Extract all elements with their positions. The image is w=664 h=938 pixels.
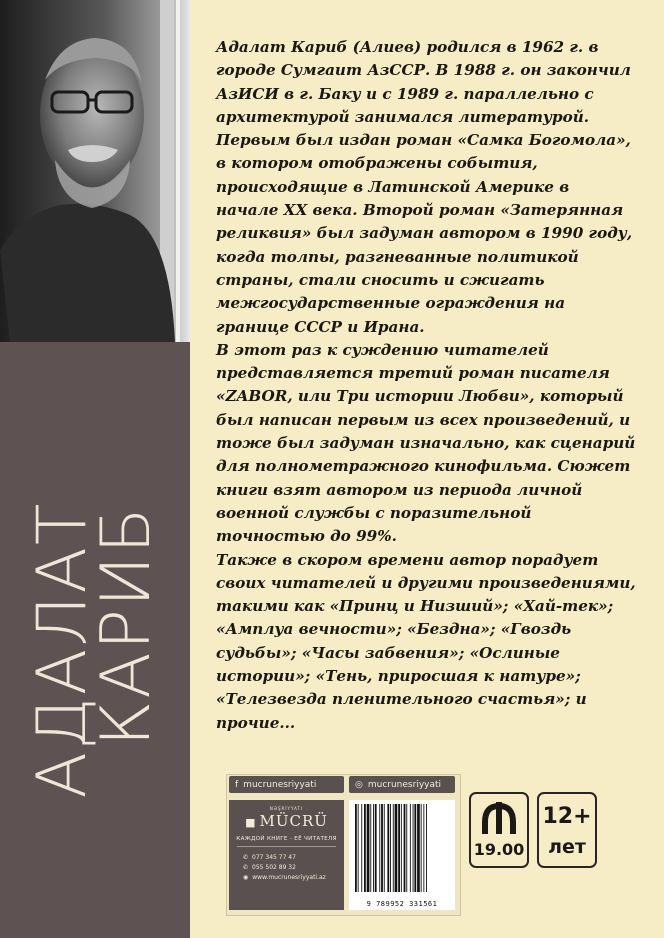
barcode-bar: [361, 804, 362, 892]
publisher-divider: [237, 846, 336, 847]
age-rating-value: 12+: [542, 804, 592, 829]
phone-1: [243, 854, 296, 861]
author-photo: [0, 0, 190, 342]
barcode-bar: [414, 804, 416, 892]
website-text: www.mucrunesriyyati.az: [252, 874, 326, 881]
barcode-bar: [410, 804, 411, 892]
barcode-bar: [423, 804, 424, 892]
author-bio: [216, 36, 636, 735]
facebook-chip[interactable]: [229, 776, 344, 793]
author-name-vertical: [23, 501, 166, 799]
publisher-logo: [229, 812, 344, 830]
barcode-bar: [373, 804, 374, 892]
barcode-bar: [401, 804, 402, 892]
barcode-bar: [398, 804, 400, 892]
bio-paragraph: Адалат Кариб (Алиев) родился в 1962 г. в городе Сумгаит АзССР. В 1988 г. он закончил АзИСИ в г. Баку и с 1989 г. параллельно с архитектурой занимался литературой. Первым был издан роман «Самка Богомола», в котором отображены события, происходящие в Латинской Америке в начале XX века. Второй роман «Затерянная реликвия» был задуман автором в 1990 году, когда толпы, разгневанные политикой страны, стали сносить и сжигать межгосударственные ограждения на границе СССР и Ирана.: [216, 38, 633, 336]
bio-paragraph: В этот раз к суждению читателей представляется третий роман писателя «ZABOR, или Три истории Любви», который был написан первым из всех произведений, и тоже был задуман изначально, как сценарий для полнометражного кинофильма. Сюжет книги взят автором из периода личной военной службы с поразительной точностью до 99%.: [216, 340, 636, 546]
price-box: [469, 792, 529, 868]
age-rating-box: [537, 792, 597, 868]
barcode-bar: [384, 804, 385, 892]
barcode-bar: [395, 804, 398, 892]
barcode-bar: [390, 804, 391, 892]
phone-icon: ✆: [243, 864, 249, 871]
barcode-bar: [370, 804, 371, 892]
barcode-bar: [381, 804, 383, 892]
phone-icon: ✆: [243, 854, 249, 861]
isbn-number: 9 789952 331561: [366, 900, 438, 908]
instagram-icon: ◎: [355, 779, 363, 790]
price-value: 19.00: [473, 840, 525, 859]
bio-paragraph: Также в скором времени автор порадует своих читателей и другими произведениями, такими как «Принц и Низший»; «Хай-тек»; «Амплуа вечности»; «Бездна»; «Гвоздь судьбы»; «Часы забвения»; «Ослиные истории»; «Тень, приросшая к натуре»; «Телезвезда пленительного счастья»; и прочие...: [216, 550, 636, 732]
publisher-small-top: NƏŞRİYYATI: [269, 806, 304, 811]
author-name-line1: АДАЛАТ: [23, 501, 102, 799]
publisher-block: [229, 800, 344, 910]
barcode-bar: [404, 804, 406, 892]
barcode-bar: [413, 804, 414, 892]
author-name-line2: КАРИБ: [87, 505, 166, 747]
barcode-bar: [358, 804, 359, 892]
phone-2: [243, 864, 296, 871]
manat-icon: [481, 802, 517, 836]
barcode-bar: [426, 804, 427, 892]
phone-1-text: 077 345 77 47: [252, 854, 296, 861]
barcode-bar: [387, 804, 389, 892]
globe-icon: ◉: [243, 874, 249, 881]
barcode-bar: [421, 804, 422, 892]
barcode-bar: [393, 804, 394, 892]
barcode-bar: [379, 804, 380, 892]
facebook-handle: mucrunesriyyati: [243, 779, 317, 790]
barcode-bars: [353, 804, 451, 894]
publisher-slogan: КАЖДОЙ КНИГЕ - ЕЁ ЧИТАТЕЛЯ: [236, 836, 337, 842]
isbn-barcode: [349, 800, 455, 910]
camera-logo-icon: ■: [245, 816, 257, 829]
phone-2-text: 055 502 89 32: [252, 864, 296, 871]
barcode-bar: [355, 804, 357, 892]
barcode-bar: [375, 804, 377, 892]
barcode-bar: [367, 804, 370, 892]
publisher-logo-text: MÜCRÜ: [259, 812, 328, 830]
barcode-bar: [417, 804, 420, 892]
instagram-chip[interactable]: [349, 776, 455, 793]
website[interactable]: [243, 874, 326, 881]
barcode-bar: [364, 804, 366, 892]
instagram-handle: mucrunesriyyati: [367, 779, 442, 790]
barcode-bar: [406, 804, 407, 892]
facebook-icon: f: [235, 779, 239, 790]
age-rating-unit: лет: [548, 836, 586, 858]
